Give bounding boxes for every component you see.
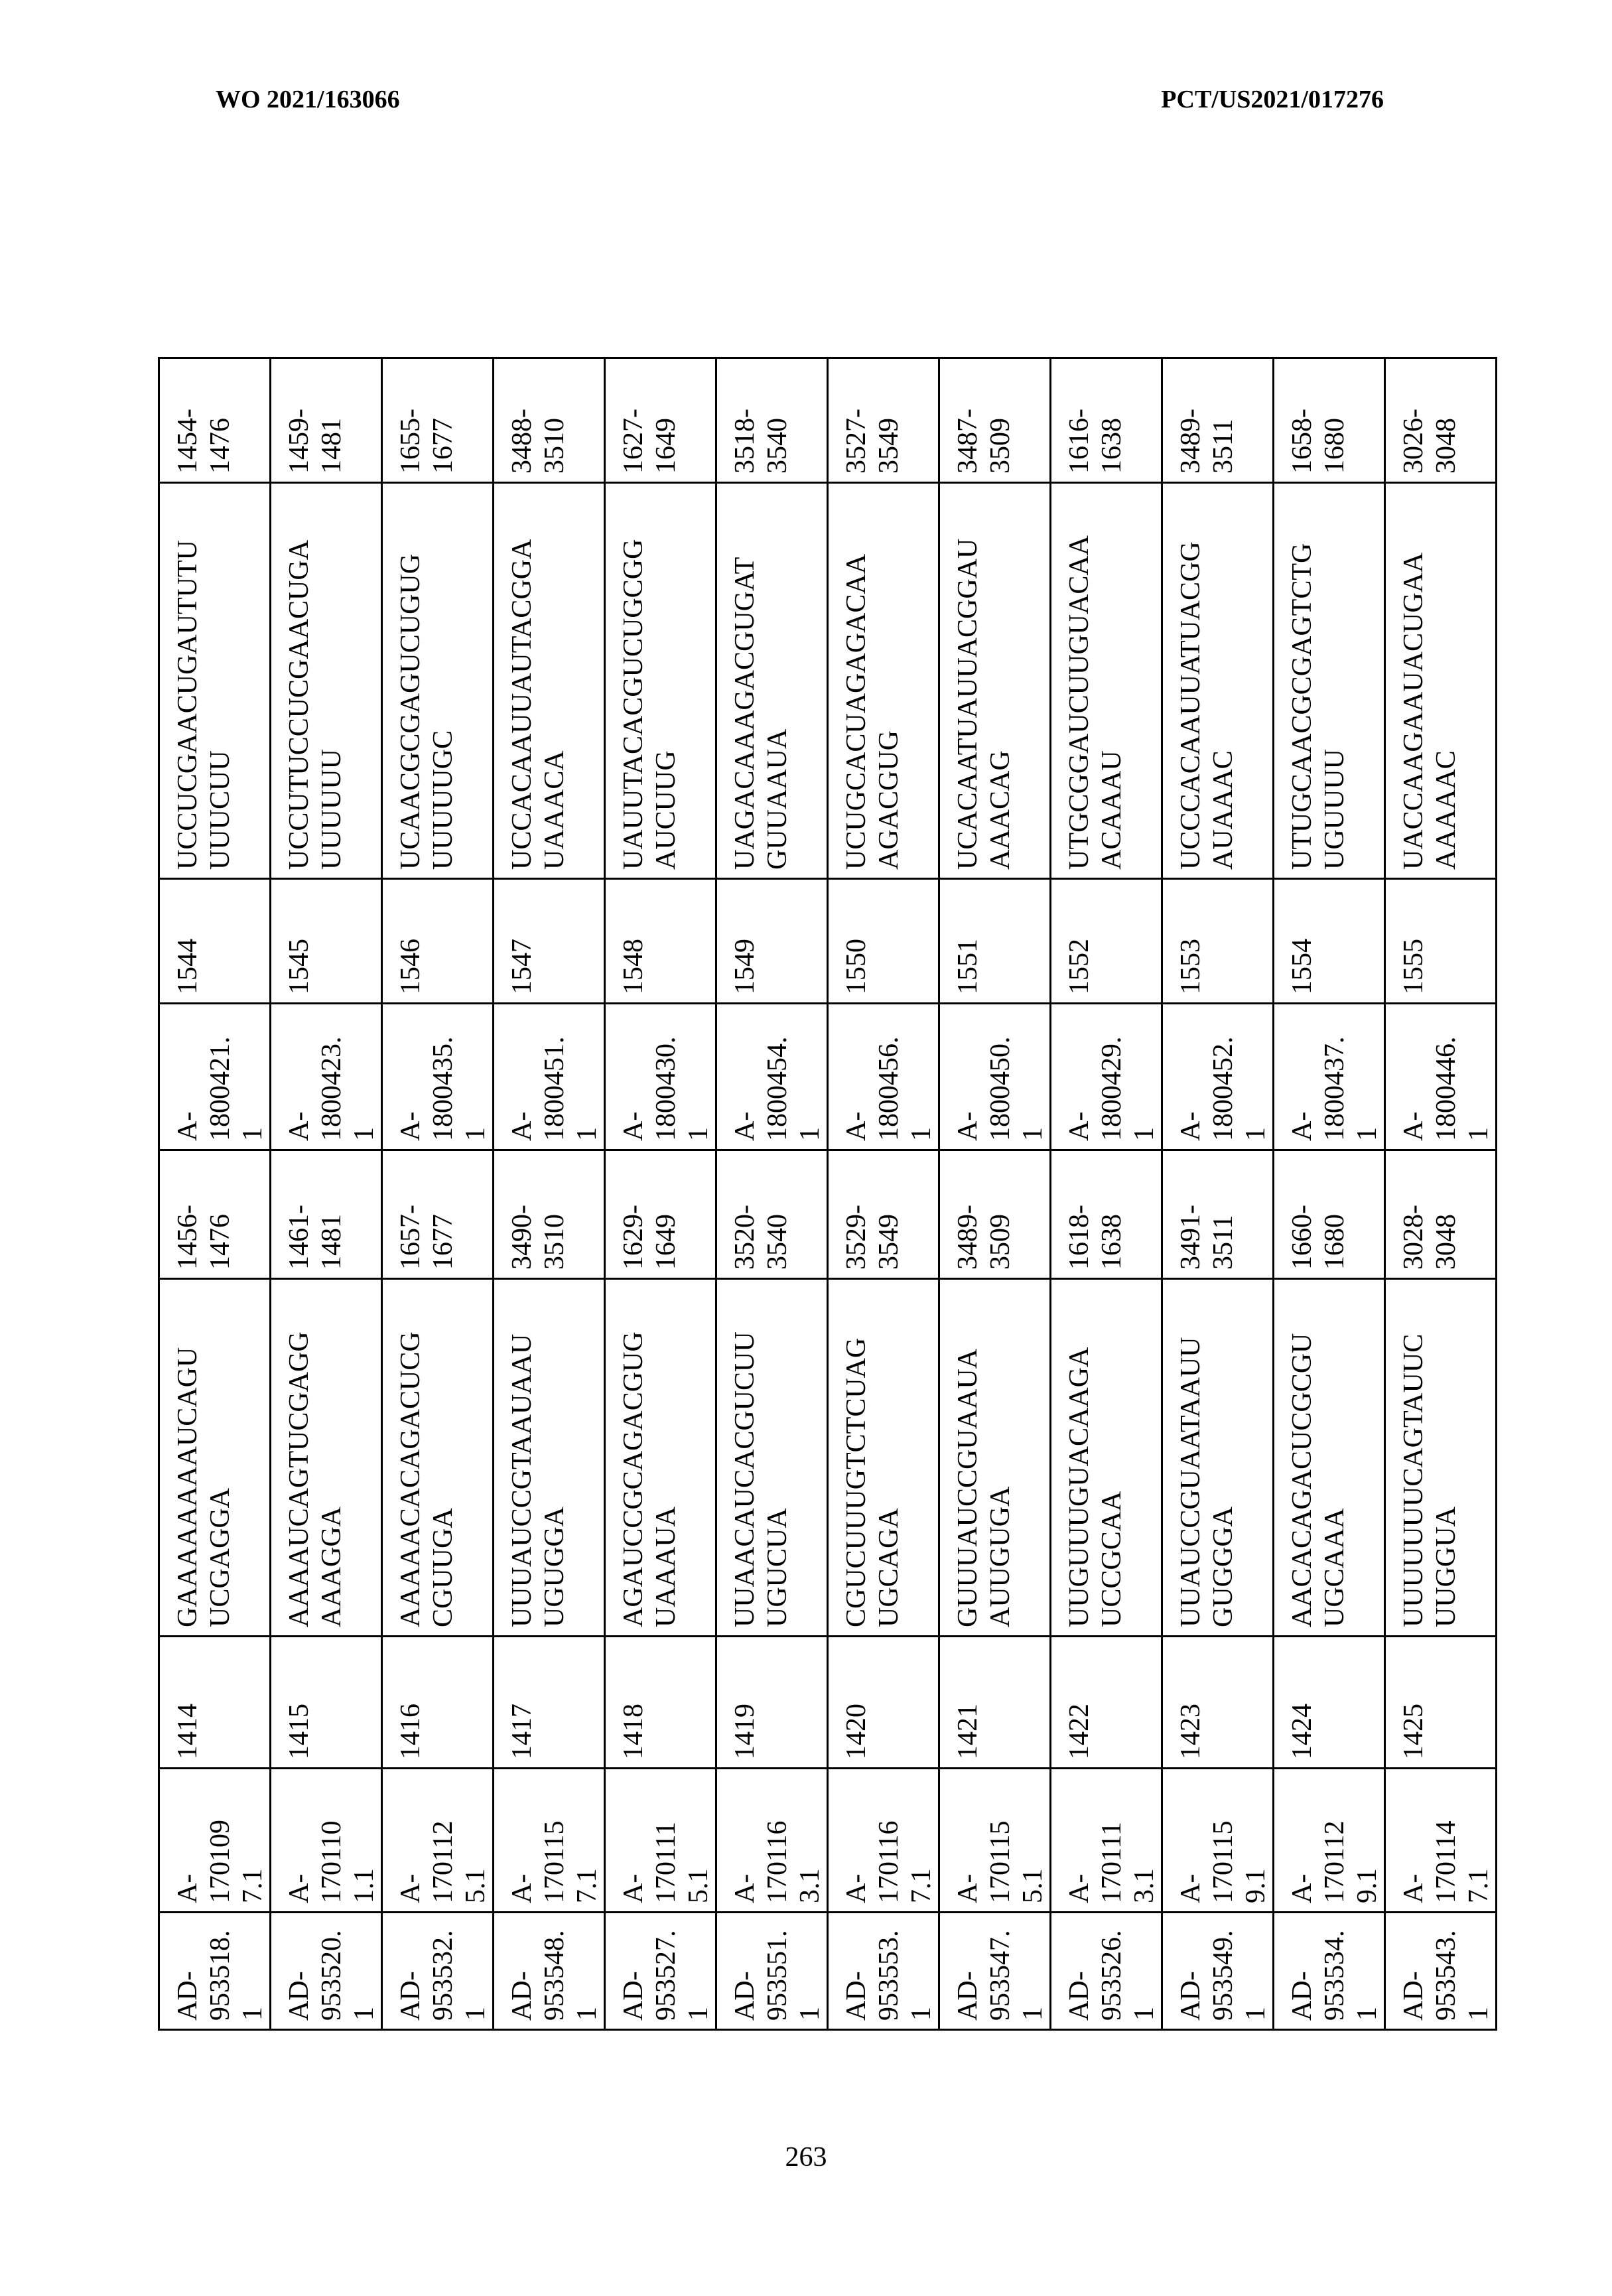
antisense-range-cell: 3489- 3511 [1162,358,1274,483]
rotated-table-container [158,359,1448,2031]
sense-oligo-id-cell: A- 170109 7.1 [159,1769,271,1913]
antisense-range-cell: 1616- 1638 [1051,358,1162,483]
antisense-sequence-cell: UTUGCAACGCGAGTCTG UGUUUU [1274,483,1385,879]
antisense-range-cell: 3518- 3540 [716,358,828,483]
sense-oligo-id-cell: A- 170115 9.1 [1162,1769,1274,1913]
sense-seq-id-cell: 1415 [271,1637,382,1769]
antisense-sequence-cell: UCCUCGAACUGAUTUTU UUUCUU [159,483,271,879]
sense-range-cell: 1657- 1677 [382,1150,494,1279]
sense-oligo-id-cell: A- 170112 5.1 [382,1769,494,1913]
sense-oligo-id-cell: A- 170116 7.1 [828,1769,939,1913]
sense-sequence-cell: GUUUAUCCGUAAUA AUUGUGA [939,1279,1051,1637]
duplex-id-cell: AD- 953534. 1 [1274,1913,1385,2030]
sense-seq-id-cell: 1421 [939,1637,1051,1769]
sense-sequence-cell: UUGUUUGUACAAGA UCCGCAA [1051,1279,1162,1637]
antisense-sequence-cell: UCACAATUAUUACGGAU AAACAG [939,483,1051,879]
antisense-range-cell: 1454- 1476 [159,358,271,483]
antisense-seq-id-cell: 1555 [1385,879,1497,1004]
table-row [382,358,494,2030]
antisense-oligo-id-cell: A- 1800437. 1 [1274,1004,1385,1150]
duplex-id-cell: AD- 953548. 1 [494,1913,605,2030]
antisense-seq-id-cell: 1554 [1274,879,1385,1004]
table-row [1274,358,1385,2030]
antisense-seq-id-cell: 1545 [271,879,382,1004]
antisense-sequence-cell: UACCAAGAAUACUGAA AAAAAC [1385,483,1497,879]
sense-oligo-id-cell: A- 170110 1.1 [271,1769,382,1913]
sense-seq-id-cell: 1419 [716,1637,828,1769]
antisense-seq-id-cell: 1547 [494,879,605,1004]
antisense-seq-id-cell: 1546 [382,879,494,1004]
sense-seq-id-cell: 1416 [382,1637,494,1769]
sense-oligo-id-cell: A- 170111 3.1 [1051,1769,1162,1913]
antisense-sequence-cell: UCCUTUCCUCGAACUGA UUUUUU [271,483,382,879]
antisense-oligo-id-cell: A- 1800456. 1 [828,1004,939,1150]
sense-seq-id-cell: 1418 [605,1637,716,1769]
antisense-range-cell: 1459- 1481 [271,358,382,483]
sense-sequence-cell: AGAUCCGCAGACGUG UAAAUA [605,1279,716,1637]
sequence-table [158,357,1497,2031]
antisense-oligo-id-cell: A- 1800429. 1 [1051,1004,1162,1150]
table-row [716,358,828,2030]
sense-range-cell: 3491- 3511 [1162,1150,1274,1279]
sense-range-cell: 1456- 1476 [159,1150,271,1279]
sense-sequence-cell: UUUAUCCGTAAUAAU UGUGGA [494,1279,605,1637]
sense-oligo-id-cell: A- 170115 5.1 [939,1769,1051,1913]
sense-oligo-id-cell: A- 170111 5.1 [605,1769,716,1913]
sense-range-cell: 1660- 1680 [1274,1150,1385,1279]
page-number: 263 [0,2141,1612,2173]
sense-range-cell: 3028- 3048 [1385,1150,1497,1279]
duplex-id-cell: AD- 953518. 1 [159,1913,271,2030]
antisense-seq-id-cell: 1550 [828,879,939,1004]
antisense-seq-id-cell: 1548 [605,879,716,1004]
antisense-oligo-id-cell: A- 1800451. 1 [494,1004,605,1150]
antisense-range-cell: 3487- 3509 [939,358,1051,483]
antisense-range-cell: 1627- 1649 [605,358,716,483]
antisense-oligo-id-cell: A- 1800450. 1 [939,1004,1051,1150]
sense-range-cell: 3529- 3549 [828,1150,939,1279]
sense-seq-id-cell: 1424 [1274,1637,1385,1769]
table-row [1051,358,1162,2030]
antisense-sequence-cell: UCCACAAUUAUTACGGA UAAACA [494,483,605,879]
antisense-oligo-id-cell: A- 1800430. 1 [605,1004,716,1150]
table-row [271,358,382,2030]
sense-sequence-cell: UUAACAUCACGUCUU UGUCUA [716,1279,828,1637]
sense-sequence-cell: UUUUUUUCAGTAUUC UUGGUA [1385,1279,1497,1637]
table-row [939,358,1051,2030]
antisense-seq-id-cell: 1553 [1162,879,1274,1004]
duplex-id-cell: AD- 953547. 1 [939,1913,1051,2030]
table-row [828,358,939,2030]
table-body [159,358,1497,2030]
duplex-id-cell: AD- 953532. 1 [382,1913,494,2030]
sense-range-cell: 3520- 3540 [716,1150,828,1279]
sense-sequence-cell: AAAAUCAGTUCGAGG AAAGGA [271,1279,382,1637]
antisense-range-cell: 3527- 3549 [828,358,939,483]
duplex-id-cell: AD- 953527. 1 [605,1913,716,2030]
sense-seq-id-cell: 1425 [1385,1637,1497,1769]
sense-sequence-cell: AACACAGACUCGCGU UGCAAA [1274,1279,1385,1637]
sense-oligo-id-cell: A- 170112 9.1 [1274,1769,1385,1913]
duplex-id-cell: AD- 953520. 1 [271,1913,382,2030]
sense-sequence-cell: AAAAACACAGACUCG CGUUGA [382,1279,494,1637]
antisense-sequence-cell: UAUUTACACGUCUGCGG AUCUUG [605,483,716,879]
duplex-id-cell: AD- 953549. 1 [1162,1913,1274,2030]
sense-sequence-cell: GAAAAAAAAUCAGU UCGAGGA [159,1279,271,1637]
antisense-range-cell: 1655- 1677 [382,358,494,483]
antisense-oligo-id-cell: A- 1800454. 1 [716,1004,828,1150]
antisense-seq-id-cell: 1551 [939,879,1051,1004]
sense-oligo-id-cell: A- 170115 7.1 [494,1769,605,1913]
antisense-oligo-id-cell: A- 1800423. 1 [271,1004,382,1150]
antisense-sequence-cell: UCCCACAAUUATUACGG AUAAAC [1162,483,1274,879]
table-row [159,358,271,2030]
application-number: PCT/US2021/017276 [1161,85,1384,114]
antisense-sequence-cell: UCAACGCGAGUCUGUG UUUUUGC [382,483,494,879]
sense-range-cell: 3490- 3510 [494,1150,605,1279]
antisense-range-cell: 3488- 3510 [494,358,605,483]
sense-range-cell: 1461- 1481 [271,1150,382,1279]
sense-range-cell: 3489- 3509 [939,1150,1051,1279]
sense-seq-id-cell: 1414 [159,1637,271,1769]
sense-seq-id-cell: 1420 [828,1637,939,1769]
sense-sequence-cell: CGUCUUUGTCTCUAG UGCAGA [828,1279,939,1637]
antisense-sequence-cell: UCUGCACUAGAGACAA AGACGUG [828,483,939,879]
antisense-seq-id-cell: 1549 [716,879,828,1004]
duplex-id-cell: AD- 953526. 1 [1051,1913,1162,2030]
antisense-range-cell: 3026- 3048 [1385,358,1497,483]
table-row [605,358,716,2030]
antisense-seq-id-cell: 1552 [1051,879,1162,1004]
table-row [1385,358,1497,2030]
sense-seq-id-cell: 1423 [1162,1637,1274,1769]
sense-sequence-cell: UUAUCCGUAATAAUU GUGGGA [1162,1279,1274,1637]
sense-oligo-id-cell: A- 170116 3.1 [716,1769,828,1913]
sense-oligo-id-cell: A- 170114 7.1 [1385,1769,1497,1913]
antisense-sequence-cell: UAGACAAAGACGUGAT GUUAAUA [716,483,828,879]
antisense-oligo-id-cell: A- 1800452. 1 [1162,1004,1274,1150]
sense-range-cell: 1618- 1638 [1051,1150,1162,1279]
antisense-sequence-cell: UTGCGGAUCUUGUACAA ACAAAU [1051,483,1162,879]
duplex-id-cell: AD- 953543. 1 [1385,1913,1497,2030]
antisense-range-cell: 1658- 1680 [1274,358,1385,483]
table-row [1162,358,1274,2030]
antisense-seq-id-cell: 1544 [159,879,271,1004]
sense-seq-id-cell: 1422 [1051,1637,1162,1769]
sense-seq-id-cell: 1417 [494,1637,605,1769]
table-row [494,358,605,2030]
antisense-oligo-id-cell: A- 1800435. 1 [382,1004,494,1150]
duplex-id-cell: AD- 953553. 1 [828,1913,939,2030]
antisense-oligo-id-cell: A- 1800446. 1 [1385,1004,1497,1150]
publication-number: WO 2021/163066 [216,85,400,114]
duplex-id-cell: AD- 953551. 1 [716,1913,828,2030]
antisense-oligo-id-cell: A- 1800421. 1 [159,1004,271,1150]
sense-range-cell: 1629- 1649 [605,1150,716,1279]
